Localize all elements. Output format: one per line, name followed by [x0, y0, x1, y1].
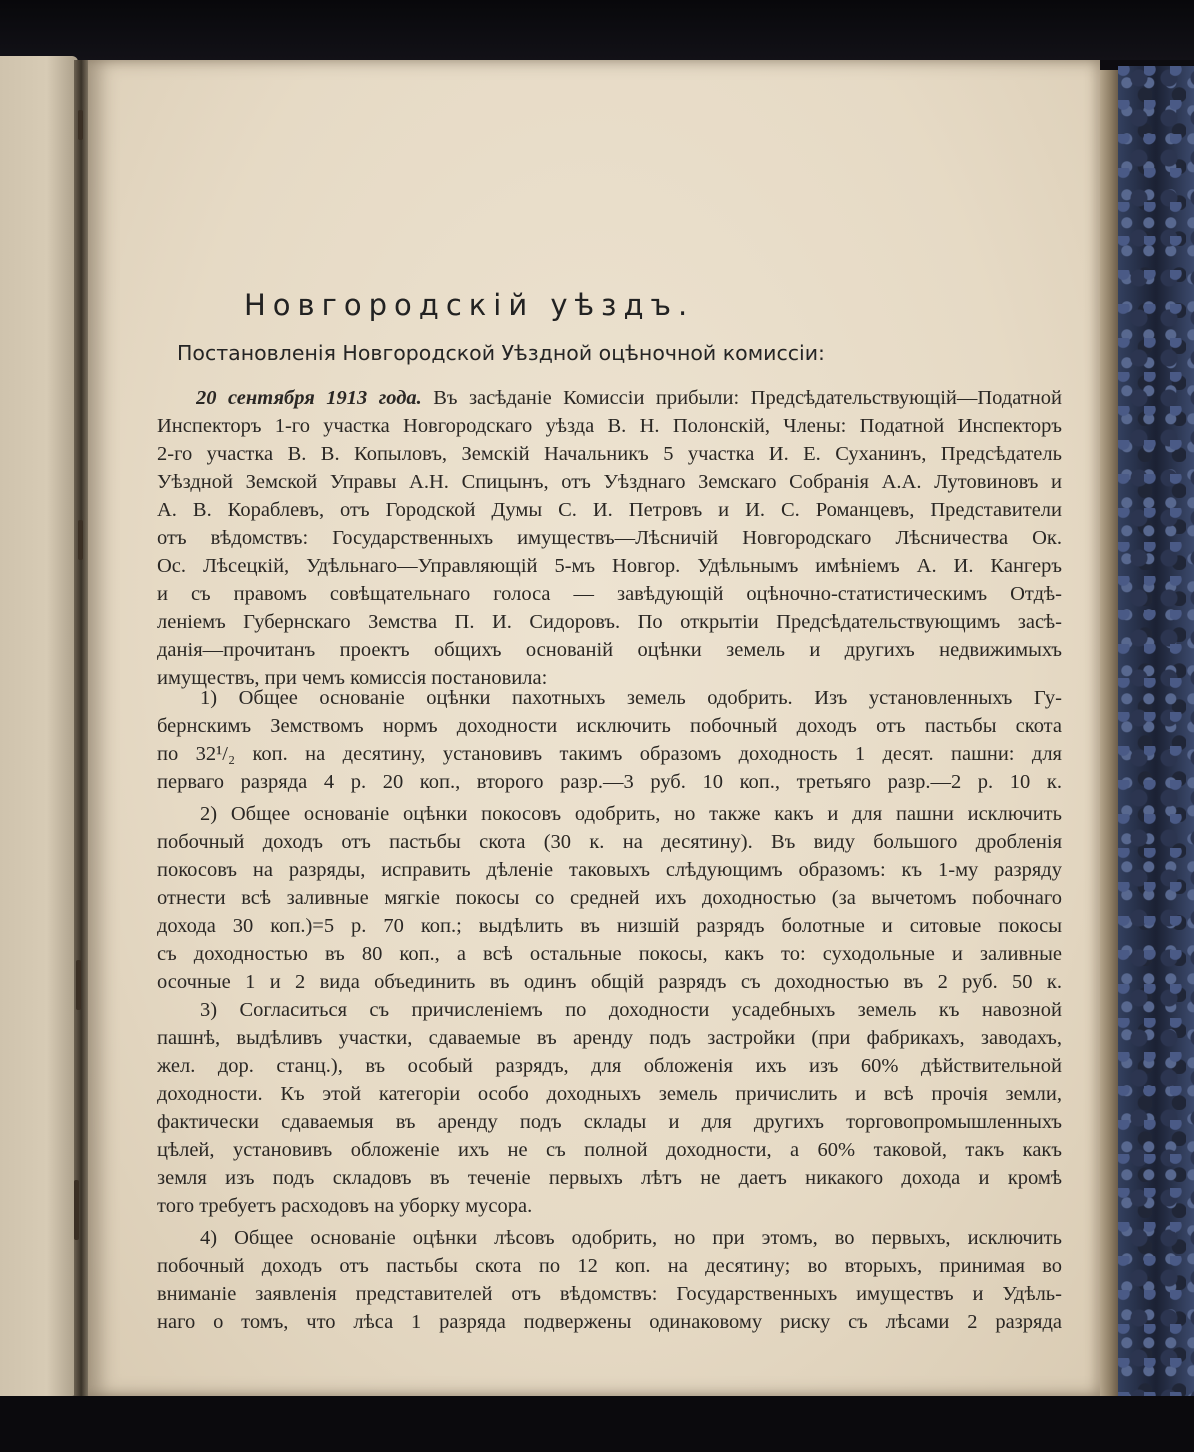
paragraph-line: А. В. Кораблевъ, отъ Городской Думы С. И. Петровъ и И. С. Романцевъ, Представители [157, 499, 1062, 521]
binding-thread [78, 520, 83, 560]
resolution-3-line: жел. дор. станц.), въ особый разрядъ, для обложенія ихъ изъ 60% дѣйствительной [157, 1055, 1062, 1077]
paragraph-line: имуществъ, при чемъ комиссія постановила: [157, 667, 548, 689]
resolution-3-line: земля изъ подъ складовъ въ теченіе первыхъ лѣтъ не даетъ никакого дохода и кромѣ [157, 1167, 1062, 1189]
marbled-cover [1118, 66, 1194, 1406]
resolution-2-line: отнести всѣ заливные мягкіе покосы со средней ихъ доходностью (за вычетомъ побочнаго [157, 887, 1062, 909]
resolution-4-line: наго о томъ, что лѣса 1 разряда подвержены одинаковому риску съ лѣсами 2 разряда [157, 1311, 1062, 1333]
binding-thread [74, 1180, 79, 1240]
resolution-2-line: осочные 1 и 2 вида объединить въ одинъ общій разрядъ съ доходностью въ 2 руб. 50 к. [157, 971, 1062, 993]
binding-thread [76, 960, 81, 1010]
resolution-1-line: 1) Общее основаніе оцѣнки пахотныхъ земель одобрить. Изъ установленныхъ Гу- [200, 687, 1062, 709]
resolution-2-line: дохода 30 коп.)=5 р. 70 коп.; выдѣлить въ низшій разрядъ болотные и ситовые покосы [157, 915, 1062, 937]
resolution-1-line: по 32¹/₂ коп. на десятину, установивъ такимъ образомъ доходность 1 десят. пашни: для [157, 743, 1062, 765]
resolution-2-line: покосовъ на разряды, исправить дѣленіе таковыхъ слѣдующимъ образомъ: къ 1-му разряду [157, 859, 1062, 881]
scan-background-top [0, 0, 1194, 60]
resolution-2-line: 2) Общее основаніе оцѣнки покосовъ одобрить, но также какъ и для пашни исключить [200, 803, 1062, 825]
resolution-2-line: съ доходностью въ 80 коп., а всѣ остальные покосы, какъ то: суходольные и заливные [157, 943, 1062, 965]
resolution-1-line: перваго разряда 4 р. 20 коп., второго разр.—3 руб. 10 коп., третьяго разр.—2 р. 10 к. [157, 771, 1062, 793]
resolution-1-line: бернскимъ Земствомъ нормъ доходности исключить побочный доходъ отъ пастьбы скота [157, 715, 1062, 737]
line-text: Въ засѣданіе Комиссіи прибыли: Предсѣдательствующій—Податной [433, 387, 1062, 409]
page-title: Новгородскій уѣздъ. [244, 288, 695, 322]
resolution-3-line: доходности. Къ этой категоріи особо доходныхъ земель причислить и всѣ прочія земли, [157, 1083, 1062, 1105]
paragraph-line: 2-го участка В. В. Копыловъ, Земскій Начальникъ 5 участка И. Е. Суханинъ, Предсѣдатель [157, 443, 1062, 465]
resolution-3-line: цѣлей, установивъ обложеніе ихъ не съ полной доходности, а 60% таковой, такъ какъ [157, 1139, 1062, 1161]
resolution-4-line: побочный доходъ отъ пастьбы скота по 12 коп. на десятину; во вторыхъ, принимая во [157, 1255, 1062, 1277]
paragraph-line: Ос. Лѣсецкій, Удѣльнаго—Управляющій 5-мъ Новгор. Удѣльнымъ имѣніемъ А. И. Кангеръ [157, 555, 1062, 577]
resolution-4-line: вниманіе заявленія представителей отъ вѣдомствъ: Государственныхъ имуществъ и Удѣль- [157, 1283, 1062, 1305]
paragraph-line: Уѣздной Земской Управы А.Н. Спицынъ, отъ Уѣзднаго Земскаго Собранія А.А. Лутовиновъ и [157, 471, 1062, 493]
resolution-3-line: 3) Согласиться съ причисленіемъ по доходности усадебныхъ земель къ навозной [200, 999, 1062, 1021]
paragraph-line: данія—прочитанъ проектъ общихъ основаній оцѣнки земель и другихъ недвижимыхъ [157, 639, 1062, 661]
paragraph-line: леніемъ Губернскаго Земства П. И. Сидоровъ. По открытіи Предсѣдательствующимъ засѣ- [157, 611, 1062, 633]
binding-thread [78, 110, 83, 140]
section-subtitle: Постановленія Новгородской Уѣздной оцѣночной комиссіи: [177, 341, 825, 365]
resolution-3-line: того требуетъ расходовъ на уборку мусора. [157, 1195, 533, 1217]
paragraph-line: отъ вѣдомствъ: Государственныхъ имуществъ—Лѣсничій Новгородскаго Лѣсничества Ок. [157, 527, 1062, 549]
left-page-edge [0, 56, 78, 1396]
resolution-3-line: пашнѣ, выдѣливъ участки, сдаваемые въ аренду подъ застройки (при фабрикахъ, заводахъ, [157, 1027, 1062, 1049]
resolution-3-line: фактически сдаваемыя въ аренду подъ склады и для другихъ торговопромышленныхъ [157, 1111, 1062, 1133]
resolution-2-line: побочный доходъ отъ пастьбы скота (30 к. на десятину). Въ виду большого дробленія [157, 831, 1062, 853]
resolution-4-line: 4) Общее основаніе оцѣнки лѣсовъ одобрить, но при этомъ, во первыхъ, исключить [200, 1227, 1062, 1249]
paragraph-line: Инспекторъ 1-го участка Новгородскаго уѣзда В. Н. Полонскій, Члены: Податной Инспекторъ [157, 415, 1062, 437]
paragraph-line: и съ правомъ совѣщательнаго голоса — завѣдующій оцѣночно-статистическимъ Отдѣ- [157, 583, 1062, 605]
paragraph-line [196, 384, 1062, 412]
meeting-date: 20 сентября 1913 года. [196, 387, 422, 409]
scan-background-bottom [0, 1396, 1194, 1452]
